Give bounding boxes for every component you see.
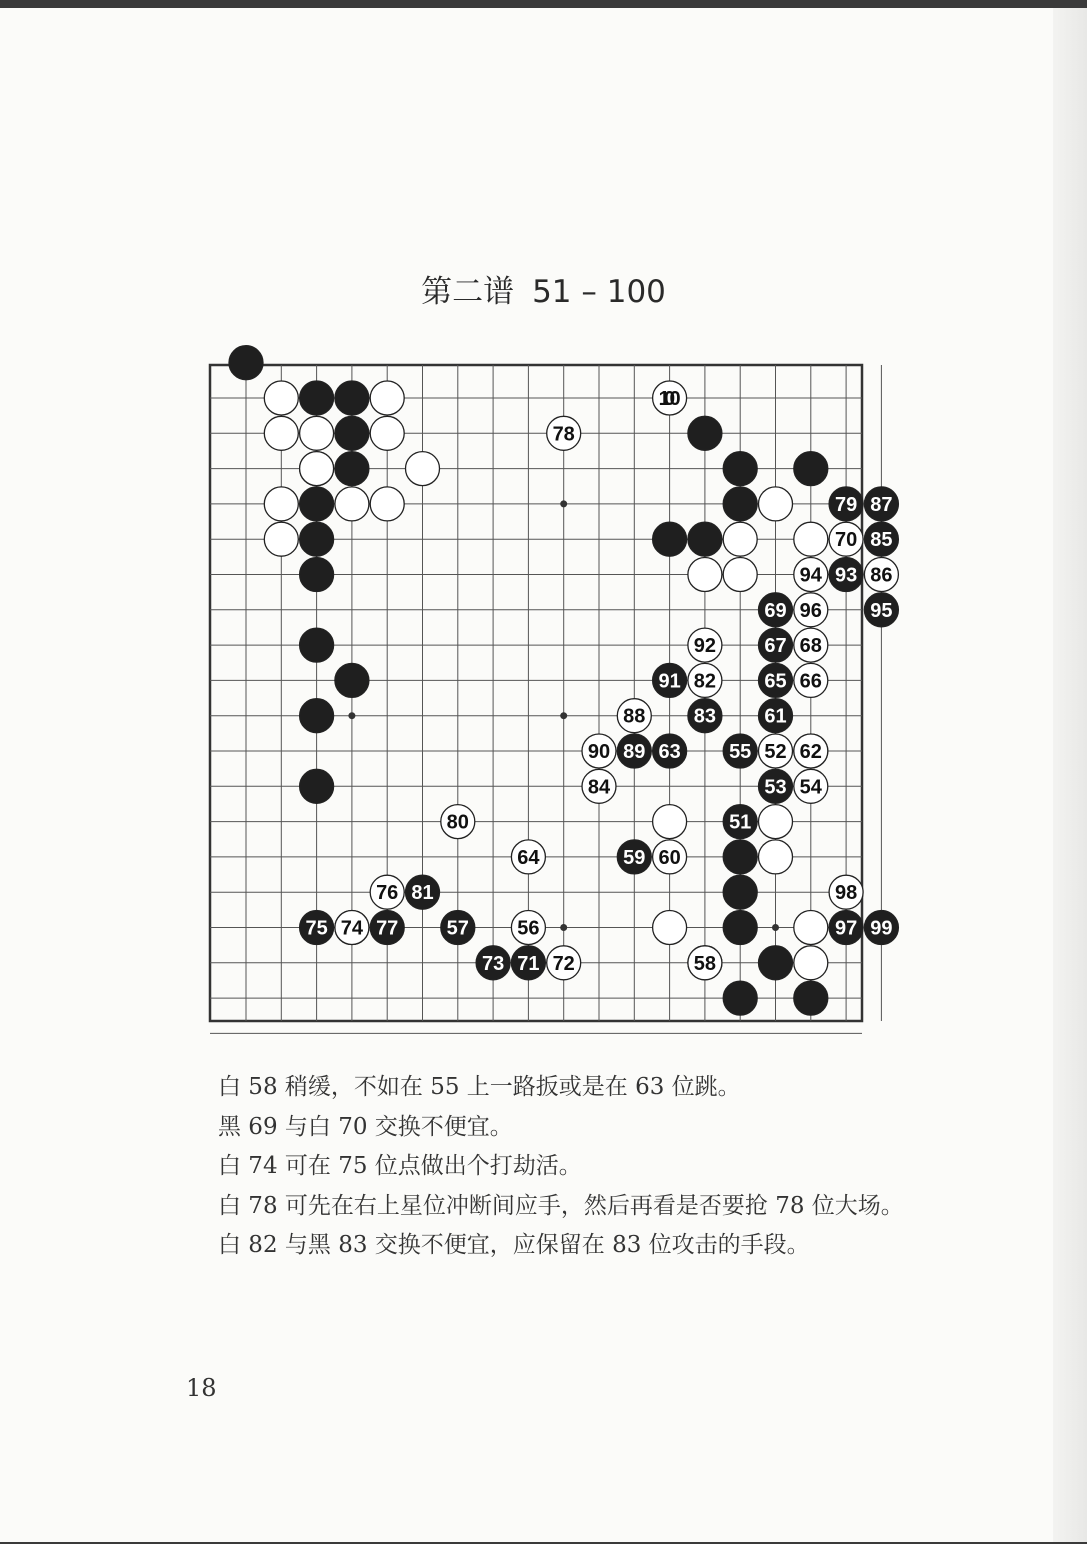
move-number-label: 79 <box>834 493 858 516</box>
move-number-label: 91 <box>658 670 681 693</box>
black-stone <box>688 416 722 450</box>
book-page <box>0 8 1087 1542</box>
move-number-label: 63 <box>658 741 681 763</box>
move-number-label: 57 <box>446 917 469 940</box>
move-number-label: 88 <box>623 705 646 728</box>
white-stone <box>723 522 757 556</box>
move-number-label: 51 <box>729 811 752 834</box>
move-number-label: 97 <box>834 917 858 940</box>
move-number-label: 84 <box>587 776 611 799</box>
move-number-label: 87 <box>870 493 893 516</box>
move-number-label: 73 <box>481 952 505 975</box>
move-number-label: 93 <box>834 564 858 587</box>
star-point <box>560 712 567 719</box>
black-stone <box>300 558 334 592</box>
move-number-label: 60 <box>658 846 681 869</box>
commentary-line: 白 74 可在 75 位点做出个打劫活。 <box>218 1153 582 1179</box>
black-stone <box>723 875 757 909</box>
diagram-title-heading: 第二谱 <box>421 274 515 310</box>
move-number-label: 69 <box>764 599 787 622</box>
black-stone <box>335 416 369 450</box>
white-stone <box>653 911 687 945</box>
black-stone <box>300 487 334 521</box>
white-stone <box>759 840 793 874</box>
move-number-label: 62 <box>799 741 822 763</box>
commentary <box>160 1068 910 1266</box>
move-number-label: 90 <box>587 741 611 763</box>
move-number-label: 100 <box>658 388 681 410</box>
white-stone <box>335 487 369 521</box>
move-number-label: 95 <box>870 599 893 622</box>
move-number-label: 92 <box>693 635 717 658</box>
move-number-label: 80 <box>446 811 469 834</box>
move-number-label: 77 <box>376 917 399 940</box>
black-stone <box>300 381 334 415</box>
move-number-label: 94 <box>799 564 822 587</box>
black-stone <box>335 381 369 415</box>
move-number-label: 65 <box>764 670 787 693</box>
white-stone <box>264 487 298 521</box>
white-stone <box>653 805 687 839</box>
black-stone <box>759 946 793 980</box>
star-point <box>348 712 355 719</box>
star-point <box>560 500 567 507</box>
white-stone <box>794 911 828 945</box>
black-stone <box>300 769 334 803</box>
black-stone <box>723 840 757 874</box>
move-number-label: 75 <box>305 917 328 940</box>
white-stone <box>759 487 793 521</box>
go-board-diagram <box>0 8 1087 1108</box>
black-stone <box>335 452 369 486</box>
black-stone <box>300 699 334 733</box>
black-stone <box>723 911 757 945</box>
white-stone <box>264 381 298 415</box>
commentary-line: 白 78 可先在右上星位冲断间应手，然后再看是否要抢 78 位大场。 <box>218 1192 904 1219</box>
white-stone <box>406 452 440 486</box>
star-point <box>560 924 567 931</box>
move-number-label: 68 <box>799 635 822 658</box>
move-number-label: 53 <box>764 776 787 799</box>
move-number-label: 71 <box>517 952 540 975</box>
white-stone <box>794 946 828 980</box>
black-stone <box>688 522 722 556</box>
move-number-label: 52 <box>764 741 787 763</box>
move-number-label: 76 <box>376 882 399 905</box>
white-stone <box>370 416 404 450</box>
white-stone <box>759 805 793 839</box>
move-number-label: 72 <box>552 952 575 975</box>
page-number: 18 <box>186 1374 217 1402</box>
diagram-title-range: 51 – 100 <box>532 274 666 310</box>
move-number-label: 86 <box>870 564 893 587</box>
star-point <box>772 924 779 931</box>
move-number-label: 82 <box>693 670 717 693</box>
black-stone <box>335 663 369 697</box>
commentary-line: 黑 69 与白 70 交换不便宜。 <box>218 1113 513 1140</box>
black-stone <box>723 487 757 521</box>
move-number-label: 99 <box>870 917 893 940</box>
move-number-label: 89 <box>623 741 646 763</box>
move-number-label: 56 <box>517 917 540 940</box>
move-number-label: 85 <box>870 529 893 552</box>
white-stone <box>264 522 298 556</box>
move-number-label: 54 <box>799 776 822 799</box>
move-number-label: 64 <box>517 846 540 869</box>
move-number-label: 61 <box>764 705 787 728</box>
black-stone <box>794 452 828 486</box>
white-stone <box>370 381 404 415</box>
move-number-label: 78 <box>552 423 575 446</box>
black-stone <box>229 346 263 380</box>
white-stone <box>723 558 757 592</box>
move-number-label: 66 <box>799 670 822 693</box>
white-stone <box>264 416 298 450</box>
move-number-label: 74 <box>340 917 364 940</box>
move-number-label: 96 <box>799 599 822 622</box>
move-number-label: 98 <box>834 882 858 905</box>
black-stone <box>653 522 687 556</box>
white-stone <box>370 487 404 521</box>
black-stone <box>723 452 757 486</box>
move-number-label: 59 <box>623 846 646 869</box>
white-stone <box>300 416 334 450</box>
commentary-line: 白 82 与黑 83 交换不便宜，应保留在 83 位攻击的手段。 <box>218 1232 810 1258</box>
black-stone <box>300 522 334 556</box>
move-number-label: 70 <box>834 529 858 552</box>
commentary-line: 白 58 稍缓，不如在 55 上一路扳或是在 63 位跳。 <box>218 1074 741 1100</box>
white-stone <box>688 558 722 592</box>
black-stone <box>723 981 757 1015</box>
move-number-label: 55 <box>729 741 752 763</box>
white-stone <box>794 522 828 556</box>
black-stone <box>794 981 828 1015</box>
move-number-label: 58 <box>693 952 717 975</box>
move-number-label: 83 <box>693 705 717 728</box>
black-stone <box>300 628 334 662</box>
move-number-label: 81 <box>411 882 434 905</box>
move-number-label: 67 <box>764 635 787 658</box>
white-stone <box>300 452 334 486</box>
